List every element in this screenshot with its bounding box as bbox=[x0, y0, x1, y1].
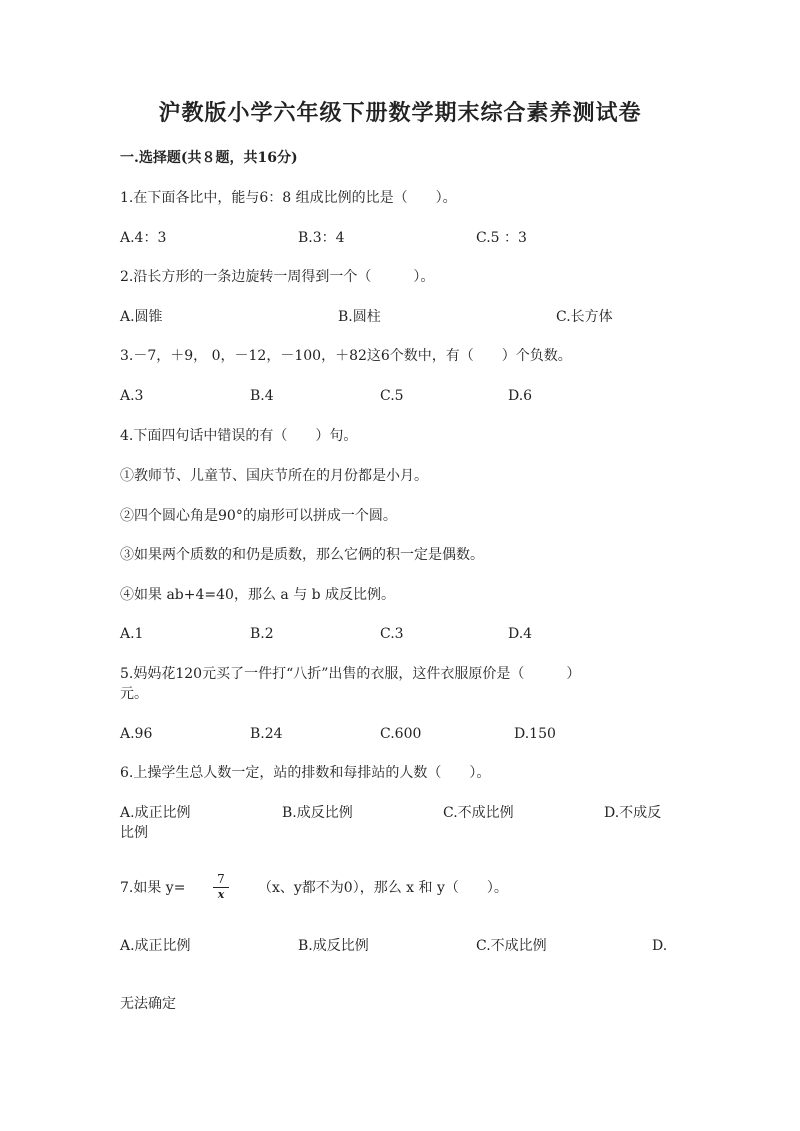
q7-option-b: B.成反比例 bbox=[298, 938, 369, 954]
q5-option-c: C.600 bbox=[380, 726, 422, 742]
q2-option-a: A.圆锥 bbox=[120, 309, 163, 325]
q3-option-a: A.3 bbox=[120, 388, 144, 404]
q5-option-b: B.24 bbox=[250, 726, 283, 742]
q7-option-d: D. bbox=[652, 938, 668, 954]
q4-option-b: B.2 bbox=[250, 626, 274, 642]
q1-option-b: B.3：4 bbox=[298, 230, 345, 246]
section-heading: 一.选择题(共８题，共16分) bbox=[120, 150, 298, 166]
q4-option-c: C.3 bbox=[380, 626, 404, 642]
q2-option-b: B.圆柱 bbox=[338, 309, 381, 325]
question-1: 1.在下面各比中，能与6：8 组成比例的比是（ ）。 bbox=[120, 190, 457, 206]
q3-option-c: C.5 bbox=[380, 388, 404, 404]
question-7-before: 7.如果 y= bbox=[120, 880, 186, 896]
q6-option-d: D.不成反 bbox=[604, 805, 662, 821]
q4-statement-4: ④如果 ab+4=40，那么 a 与 b 成反比例。 bbox=[120, 587, 396, 603]
q3-option-b: B.4 bbox=[250, 388, 274, 404]
q6-option-b: B.成反比例 bbox=[282, 805, 353, 821]
q6-option-a: A.成正比例 bbox=[120, 805, 191, 821]
fraction-numerator: 7 bbox=[213, 872, 229, 888]
fraction-denominator: x bbox=[217, 888, 225, 901]
q5-option-a: A.96 bbox=[120, 726, 153, 742]
q4-statement-3: ③如果两个质数的和仍是质数，那么它俩的积一定是偶数。 bbox=[120, 547, 484, 563]
q4-option-a: A.1 bbox=[120, 626, 144, 642]
page-title: 沪教版小学六年级下册数学期末综合素养测试卷 bbox=[158, 100, 642, 126]
q1-option-c: C.5 ：3 bbox=[476, 230, 527, 246]
question-6: 6.上操学生总人数一定，站的排数和每排站的人数（ ）。 bbox=[120, 765, 491, 781]
question-5-line-1: 5.妈妈花120元买了一件打“八折”出售的衣服，这件衣服原价是（ ） bbox=[120, 666, 581, 682]
question-3: 3.－7，＋9， 0，－12，－100，＋82这6个数中，有（ ）个负数。 bbox=[120, 348, 572, 364]
q6-option-d-wrap: 比例 bbox=[120, 825, 148, 841]
question-7-after: （x、y都不为0），那么 x 和 y（ ）。 bbox=[258, 880, 508, 896]
q7-option-c: C.不成比例 bbox=[476, 938, 547, 954]
q6-option-c: C.不成比例 bbox=[443, 805, 514, 821]
q5-option-d: D.150 bbox=[514, 726, 556, 742]
fraction-seven-over-x bbox=[213, 872, 229, 902]
question-4: 4.下面四句话中错误的有（ ）句。 bbox=[120, 428, 358, 444]
q7-option-a: A.成正比例 bbox=[120, 938, 191, 954]
q1-option-a: A.4：3 bbox=[120, 230, 167, 246]
question-2: 2.沿长方形的一条边旋转一周得到一个（ ）。 bbox=[120, 269, 435, 285]
q2-option-c: C.长方体 bbox=[556, 309, 613, 325]
q4-statement-1: ①教师节、儿童节、国庆节所在的月份都是小月。 bbox=[120, 468, 428, 484]
q7-option-d-wrap: 无法确定 bbox=[120, 996, 176, 1012]
q4-statement-2: ②四个圆心角是90°的扇形可以拼成一个圆。 bbox=[120, 508, 397, 524]
question-5-line-2: 元。 bbox=[120, 686, 148, 702]
q4-option-d: D.4 bbox=[508, 626, 533, 642]
q3-option-d: D.6 bbox=[508, 388, 533, 404]
